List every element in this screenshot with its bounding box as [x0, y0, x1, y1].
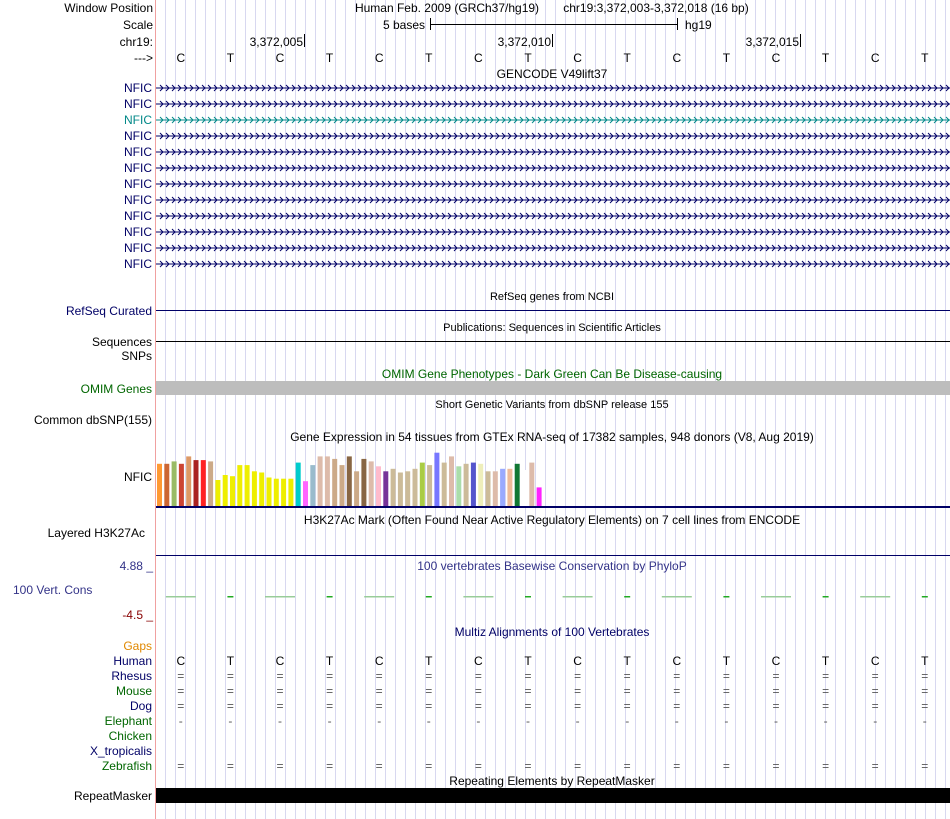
- omim-track-label[interactable]: OMIM Genes: [80, 382, 152, 396]
- base-letter: T: [821, 51, 830, 65]
- multiz-alignment-char: =: [524, 699, 532, 713]
- multiz-alignment-char: =: [822, 669, 830, 683]
- gencode-track-title: GENCODE V49lift37: [496, 67, 608, 81]
- multiz-alignment-char: =: [623, 684, 631, 698]
- multiz-alignment-char: =: [673, 759, 681, 773]
- base-letter: T: [921, 51, 929, 65]
- multiz-alignment-char: =: [772, 759, 780, 773]
- multiz-alignment-char: -: [426, 714, 431, 728]
- multiz-alignment-char: -: [278, 714, 282, 728]
- multiz-alignment-char: -: [377, 714, 382, 728]
- phylop-max-label: 4.88 _: [119, 559, 153, 573]
- multiz-alignment-char: =: [326, 759, 334, 773]
- position-readout: chr19:3,372,003-3,372,018 (16 bp): [563, 1, 749, 15]
- base-letter: T: [425, 51, 433, 65]
- multiz-alignment-char: =: [772, 684, 780, 698]
- multiz-alignment-char: =: [673, 684, 681, 698]
- multiz-species-label[interactable]: Zebrafish: [101, 759, 152, 773]
- base-letter: C: [176, 51, 186, 65]
- multiz-alignment-char: =: [226, 759, 234, 773]
- multiz-species-label[interactable]: Chicken: [108, 729, 152, 743]
- gencode-gene-label[interactable]: NFIC: [124, 129, 152, 143]
- base-letter: C: [870, 51, 880, 65]
- base-letter: C: [573, 51, 582, 65]
- multiz-alignment-char: =: [921, 699, 929, 713]
- multiz-alignment-char: -: [724, 714, 729, 728]
- multiz-alignment-char: =: [375, 699, 383, 713]
- multiz-alignment-char: C: [870, 654, 880, 668]
- multiz-alignment-char: -: [625, 714, 630, 728]
- multiz-alignment-char: =: [871, 669, 879, 683]
- dbsnp-track-title: Short Genetic Variants from dbSNP release 155: [435, 399, 669, 411]
- multiz-alignment-char: =: [276, 699, 284, 713]
- coord-label-3: 3,372,015: [745, 35, 799, 49]
- multiz-alignment-char: =: [425, 759, 433, 773]
- multiz-alignment-char: =: [822, 684, 830, 698]
- multiz-species-label[interactable]: Dog: [129, 699, 152, 713]
- multiz-track-title: Multiz Alignments of 100 Vertebrates: [454, 625, 650, 639]
- multiz-alignment-char: =: [375, 669, 383, 683]
- multiz-alignment-char: =: [822, 699, 830, 713]
- multiz-alignment-char: -: [327, 714, 332, 728]
- multiz-species-label[interactable]: X_tropicalis: [89, 744, 152, 758]
- multiz-alignment-char: T: [524, 654, 532, 668]
- multiz-alignment-char: =: [177, 684, 185, 698]
- multiz-alignment-char: =: [177, 699, 185, 713]
- multiz-alignment-char: =: [673, 699, 681, 713]
- multiz-alignment-char: =: [474, 669, 482, 683]
- gencode-gene-label[interactable]: NFIC: [124, 209, 152, 223]
- multiz-alignment-char: C: [176, 654, 186, 668]
- multiz-alignment-char: T: [425, 654, 433, 668]
- multiz-alignment-char: =: [326, 684, 334, 698]
- assembly-name: hg19: [685, 18, 712, 32]
- multiz-alignment-char: -: [873, 714, 878, 728]
- coord-label-1: 3,372,005: [249, 35, 303, 49]
- multiz-alignment-char: =: [574, 684, 582, 698]
- coord-label-2: 3,372,010: [497, 35, 551, 49]
- multiz-alignment-char: =: [722, 684, 730, 698]
- multiz-alignment-char: =: [524, 669, 532, 683]
- multiz-alignment-char: T: [623, 654, 631, 668]
- multiz-alignment-char: =: [772, 669, 780, 683]
- gencode-gene-label[interactable]: NFIC: [124, 193, 152, 207]
- phylop-track-label[interactable]: 100 Vert. Cons: [13, 583, 93, 597]
- multiz-alignment-char: =: [474, 759, 482, 773]
- multiz-alignment-char: =: [425, 684, 433, 698]
- multiz-alignment-char: =: [177, 669, 185, 683]
- multiz-alignment-char: T: [325, 654, 334, 668]
- gencode-gene-label[interactable]: NFIC: [124, 97, 152, 111]
- strand-label: --->: [134, 51, 153, 65]
- multiz-alignment-char: =: [722, 699, 730, 713]
- multiz-alignment-char: =: [574, 759, 582, 773]
- multiz-alignment-char: =: [474, 684, 482, 698]
- multiz-alignment-char: =: [326, 699, 334, 713]
- multiz-alignment-char: T: [722, 654, 731, 668]
- multiz-alignment-char: =: [524, 684, 532, 698]
- phylop-track-title: 100 vertebrates Basewise Conservation by PhyloP: [417, 559, 687, 573]
- multiz-species-label[interactable]: Rhesus: [111, 669, 152, 683]
- multiz-alignment-char: C: [672, 654, 682, 668]
- multiz-alignment-char: -: [823, 714, 828, 728]
- repeatmasker-bar[interactable]: [156, 788, 950, 803]
- multiz-alignment-char: -: [774, 714, 778, 728]
- multiz-alignment-char: =: [177, 759, 185, 773]
- multiz-alignment-char: =: [425, 699, 433, 713]
- gencode-gene-label[interactable]: NFIC: [124, 225, 152, 239]
- multiz-alignment-char: =: [623, 669, 631, 683]
- multiz-alignment-char: -: [178, 714, 183, 728]
- snps-label[interactable]: SNPs: [121, 349, 152, 363]
- multiz-alignment-char: -: [228, 714, 233, 728]
- multiz-alignment-char: -: [575, 714, 580, 728]
- assembly-title: Human Feb. 2009 (GRCh37/hg19): [354, 1, 540, 15]
- multiz-alignment-char: =: [871, 684, 879, 698]
- gencode-gene-label[interactable]: NFIC: [124, 113, 152, 127]
- window-position-label: Window Position: [64, 1, 153, 15]
- publications-track-label[interactable]: Sequences: [91, 335, 152, 349]
- multiz-alignment-char: =: [226, 684, 234, 698]
- scale-value: 5 bases: [382, 18, 425, 32]
- multiz-alignment-char: =: [673, 669, 681, 683]
- multiz-alignment-char: C: [573, 654, 582, 668]
- base-letter: T: [226, 51, 235, 65]
- multiz-alignment-char: C: [474, 654, 483, 668]
- multiz-alignment-char: -: [476, 714, 481, 728]
- base-letter: T: [325, 51, 334, 65]
- multiz-alignment-char: -: [674, 714, 679, 728]
- multiz-alignment-char: =: [921, 759, 929, 773]
- multiz-alignment-char: =: [276, 759, 284, 773]
- multiz-alignment-char: =: [772, 699, 780, 713]
- base-letter: C: [474, 51, 483, 65]
- multiz-species-label[interactable]: Elephant: [104, 714, 152, 728]
- base-letter: C: [672, 51, 682, 65]
- chrom-label: chr19:: [119, 35, 153, 49]
- multiz-alignment-char: =: [921, 684, 929, 698]
- multiz-alignment-char: C: [771, 654, 781, 668]
- multiz-alignment-char: =: [574, 669, 582, 683]
- multiz-alignment-char: -: [922, 714, 927, 728]
- multiz-alignment-char: =: [474, 699, 482, 713]
- multiz-alignment-char: C: [275, 654, 285, 668]
- base-letter: T: [524, 51, 532, 65]
- omim-track-title: OMIM Gene Phenotypes - Dark Green Can Be Disease-causing: [381, 367, 723, 381]
- h3k27ac-track-title: H3K27Ac Mark (Often Found Near Active Regulatory Elements) on 7 cell lines from ENCODE: [303, 513, 801, 527]
- multiz-gaps-label[interactable]: Gaps: [123, 639, 152, 653]
- multiz-species-label[interactable]: Mouse: [115, 684, 152, 698]
- multiz-alignment-char: -: [526, 714, 530, 728]
- phylop-min-label: -4.5 _: [122, 608, 153, 622]
- multiz-alignment-char: =: [921, 669, 929, 683]
- multiz-alignment-char: =: [524, 759, 532, 773]
- multiz-alignment-char: T: [821, 654, 830, 668]
- multiz-alignment-char: =: [574, 699, 582, 713]
- multiz-alignment-char: =: [722, 669, 730, 683]
- base-letter: T: [722, 51, 731, 65]
- multiz-alignment-char: =: [623, 699, 631, 713]
- base-letter: C: [275, 51, 285, 65]
- refseq-track-label[interactable]: RefSeq Curated: [65, 304, 152, 318]
- refseq-track-title: RefSeq genes from NCBI: [489, 291, 615, 303]
- multiz-alignment-char: =: [226, 669, 234, 683]
- gencode-gene-label[interactable]: NFIC: [124, 161, 152, 175]
- h3k27ac-track-label[interactable]: Layered H3K27Ac: [47, 526, 145, 540]
- multiz-alignment-char: =: [623, 759, 631, 773]
- multiz-alignment-char: =: [276, 669, 284, 683]
- gencode-gene-label[interactable]: NFIC: [124, 81, 152, 95]
- base-letter: T: [623, 51, 631, 65]
- repeatmasker-track-title: Repeating Elements by RepeatMasker: [449, 774, 655, 788]
- multiz-alignment-char: =: [871, 699, 879, 713]
- gtex-track-title: Gene Expression in 54 tissues from GTEx RNA-seq of 17382 samples, 948 donors (V8, Aug 2019): [290, 430, 814, 444]
- multiz-alignment-char: =: [375, 759, 383, 773]
- multiz-alignment-char: =: [326, 669, 334, 683]
- multiz-alignment-char: =: [871, 759, 879, 773]
- scale-label: Scale: [122, 18, 153, 32]
- multiz-alignment-char: T: [921, 654, 929, 668]
- dbsnp-track-label[interactable]: Common dbSNP(155): [33, 413, 152, 427]
- multiz-alignment-char: T: [226, 654, 235, 668]
- gencode-gene-label[interactable]: NFIC: [124, 177, 152, 191]
- gencode-gene-label[interactable]: NFIC: [124, 145, 152, 159]
- repeatmasker-track-label[interactable]: RepeatMasker: [73, 789, 152, 803]
- multiz-alignment-char: =: [425, 669, 433, 683]
- publications-track-title: Publications: Sequences in Scientific Articles: [443, 322, 661, 334]
- multiz-alignment-char: =: [276, 684, 284, 698]
- gencode-gene-label[interactable]: NFIC: [124, 241, 152, 255]
- base-letter: C: [771, 51, 781, 65]
- gtex-gene-label[interactable]: NFIC: [124, 470, 152, 484]
- base-letter: C: [374, 51, 384, 65]
- multiz-alignment-char: =: [375, 684, 383, 698]
- multiz-alignment-char: =: [822, 759, 830, 773]
- multiz-alignment-char: =: [722, 759, 730, 773]
- multiz-alignment-char: C: [374, 654, 384, 668]
- multiz-species-label[interactable]: Human: [113, 654, 152, 668]
- gencode-gene-label[interactable]: NFIC: [124, 257, 152, 271]
- multiz-alignment-char: =: [226, 699, 234, 713]
